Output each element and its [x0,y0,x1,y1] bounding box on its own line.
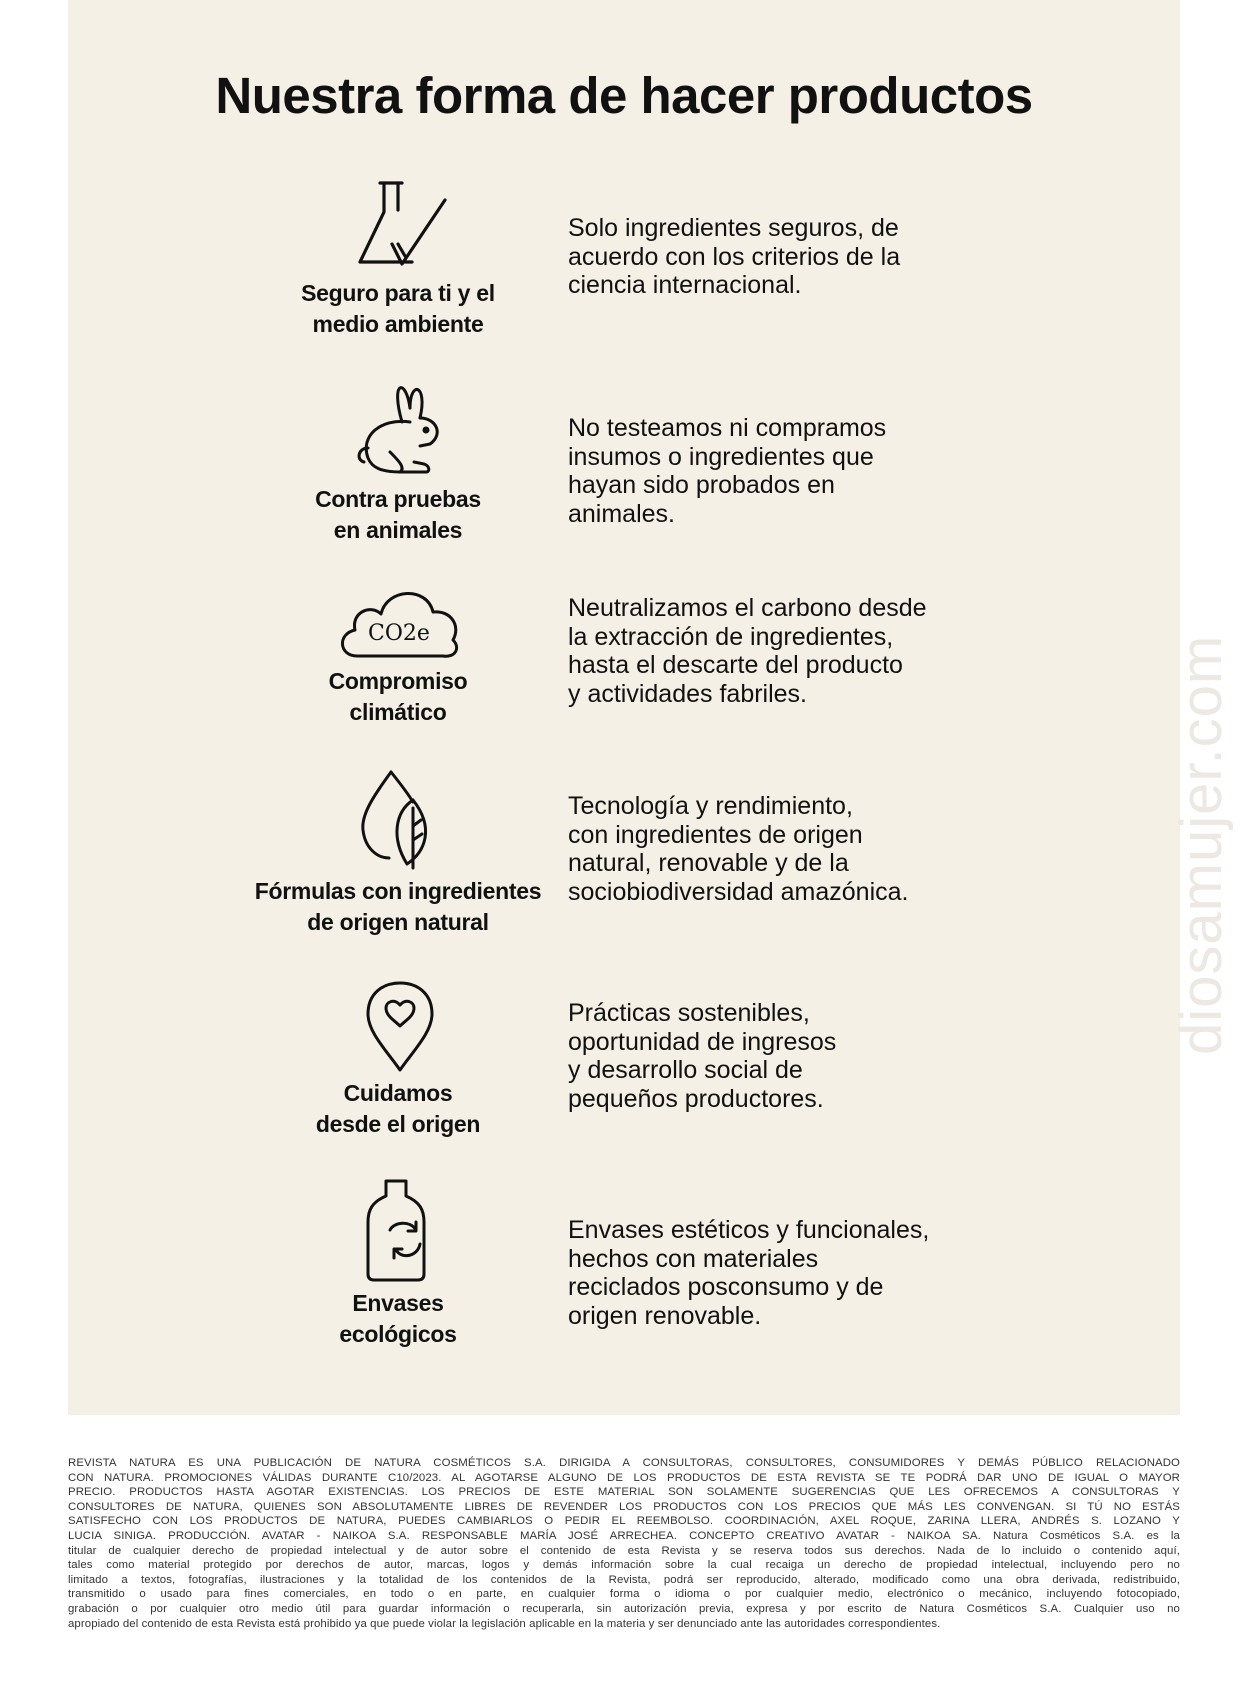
feature-description [568,414,1028,528]
legal-line: transmitido o usado para fines comerciales, en todo o en parte, en cualquier forma o idioma o por cualquier medio, electrónico o mecánico, incluyendo fotocopiado, [68,1588,1180,1601]
feature-label-line: Cuidamos [343,1080,453,1106]
feature-label-line: Compromiso [328,668,468,694]
legal-line: titular de cualquier derecho de propiedad intelectual y de autor sobre el contenido de esta Revista y se reserva todos sus derechos. Nada de lo incluido o contenido aquí, [68,1544,1180,1557]
feature-desc-line: natural, renovable y de la [568,849,849,877]
feature-desc-line: No testeamos ni compramos [568,414,887,442]
feature-label [228,876,568,938]
feature-description [568,999,1028,1113]
legal-line: grabación o por cualquier otro medio útil para guardar información o recuperarla, sin autorización previa, expresa y por escrito de Natura Cosméticos S.A. Cualquier uso no [68,1602,1180,1615]
feature-label-line: Fórmulas con ingredientes [254,878,542,904]
feature-desc-line: sociobiodiversidad amazónica. [568,877,909,906]
legal-line: PRECIO. PRODUCTOS HASTA AGOTAR EXISTENCIAS. LOS PRECIOS DE ESTE MATERIAL SON SOLAMENTE SUGERENCIAS QUE LES OFRECEMOS A CONSULTORAS Y [68,1486,1180,1499]
feature-label [228,484,568,546]
feature-label-line: en animales [333,517,463,543]
legal-line: apropiado del contenido de esta Revista está prohibido ya que puede violar la legislación aplicable en la materia y ser denunciado ante las autoridades correspondientes. [68,1617,941,1630]
feature-label-line: de origen natural [307,909,489,935]
feature-desc-line: y desarrollo social de [568,1056,803,1084]
legal-line: CONSULTORES DE NATURA, QUIENES SON ABSOLUTAMENTE LIBRES DE REVENDER LOS PRODUCTOS CON LOS PRECIOS QUE MÁS LES CONVENGAN. SI TÚ NO ESTÁS [68,1500,1180,1513]
feature-description [568,594,1028,708]
feature-desc-line: hayan sido probados en [568,471,835,499]
legal-line: CON NATURA. PROMOCIONES VÁLIDAS DURANTE C10/2023. AL AGOTARSE ALGUNO DE LOS PRODUCTOS DE ESTA REVISTA SE TE PODRÁ DAR UNO DE IGUAL O MAYOR [68,1471,1180,1484]
feature-label-line: ecológicos [339,1321,457,1347]
feature-desc-line: Envases estéticos y funcionales, [568,1216,930,1244]
feature-desc-line: acuerdo con los criterios de la [568,242,901,271]
legal-line: REVISTA NATURA ES UNA PUBLICACIÓN DE NATURA COSMÉTICOS S.A. DIRIGIDA A CONSULTORAS, CONSULTORES, CONSUMIDORES Y DEMÁS PÚBLICO RELACIONADO [68,1457,1180,1469]
feature-desc-line: ciencia internacional. [568,271,802,299]
feature-description [568,792,1028,906]
feature-desc-line: pequeños productores. [568,1084,824,1113]
feature-label [228,666,568,728]
feature-desc-line: reciclados posconsumo y de [568,1273,884,1301]
co2e-text: CO2e [368,621,430,646]
feature-label [228,278,568,340]
rabbit-icon [332,378,468,478]
feature-label-line: Seguro para ti y el [301,280,495,306]
feature-desc-line: y actividades fabriles. [568,679,808,708]
feature-desc-line: insumos o ingredientes que [568,442,874,471]
feature-label-line: desde el origen [315,1111,481,1137]
feature-label-line: climático [349,699,447,725]
feature-label-line: Envases [352,1290,444,1316]
feature-desc-line: Neutralizamos el carbono desde [568,594,927,622]
feature-desc-line: origen renovable. [568,1301,762,1330]
legal-line: limitado a textos, fotografías, ilustraciones y la totalidad de los contenidos de la Revista, podrá ser reproducido, alterado, modificado como una obra derivada, redistribuido, [68,1573,1180,1586]
feature-desc-line: con ingredientes de origen [568,820,863,849]
recycle-bottle-icon [332,1178,468,1278]
drop-leaf-icon [332,768,468,868]
feature-description [568,1216,1028,1330]
feature-description [568,214,1028,300]
feature-desc-line: oportunidad de ingresos [568,1027,837,1056]
legal-line: tales como material protegido por derechos de autor, marcas, logos y demás información sobre la cual recaiga un derecho de propiedad intelectual, incluyendo pero no [68,1559,1180,1572]
feature-desc-line: hechos con materiales [568,1244,819,1273]
feature-desc-line: animales. [568,499,675,528]
feature-desc-line: Prácticas sostenibles, [568,999,810,1027]
heart-pin-icon [332,980,468,1080]
feature-label-line: medio ambiente [312,311,484,337]
feature-desc-line: Solo ingredientes seguros, de [568,214,899,242]
content-panel [68,0,1180,1415]
page-title: Nuestra forma de hacer productos [215,67,1033,124]
legal-line: SATISFECHO CON LOS PRODUCTOS DE NATURA, PUEDES CAMBIARLOS O PEDIR EL REEMBOLSO. COORDINACIÓN, AXEL ROQUE, ZARINA LLERA, ANDRÉS S. LOZANO Y [68,1515,1180,1528]
feature-label-line: Contra pruebas [315,486,481,512]
watermark: diosamujer.com [1169,634,1234,1055]
feature-label [228,1078,568,1140]
feature-label [228,1288,568,1350]
feature-desc-line: Tecnología y rendimiento, [568,792,853,820]
feature-desc-line: la extracción de ingredientes, [568,622,894,651]
flask-check-icon [332,180,468,280]
feature-desc-line: hasta el descarte del producto [568,651,903,679]
legal-line: LUCIA SINIGA. PRODUCCIÓN. AVATAR - NAIKOA S.A. RESPONSABLE MARÍA JOSÉ ARRECHEA. CONCEPTO CREATIVO AVATAR - NAIKOA SA. Natura Cosméticos S.A. es la [68,1529,1180,1542]
legal-disclaimer [68,1456,1180,1631]
